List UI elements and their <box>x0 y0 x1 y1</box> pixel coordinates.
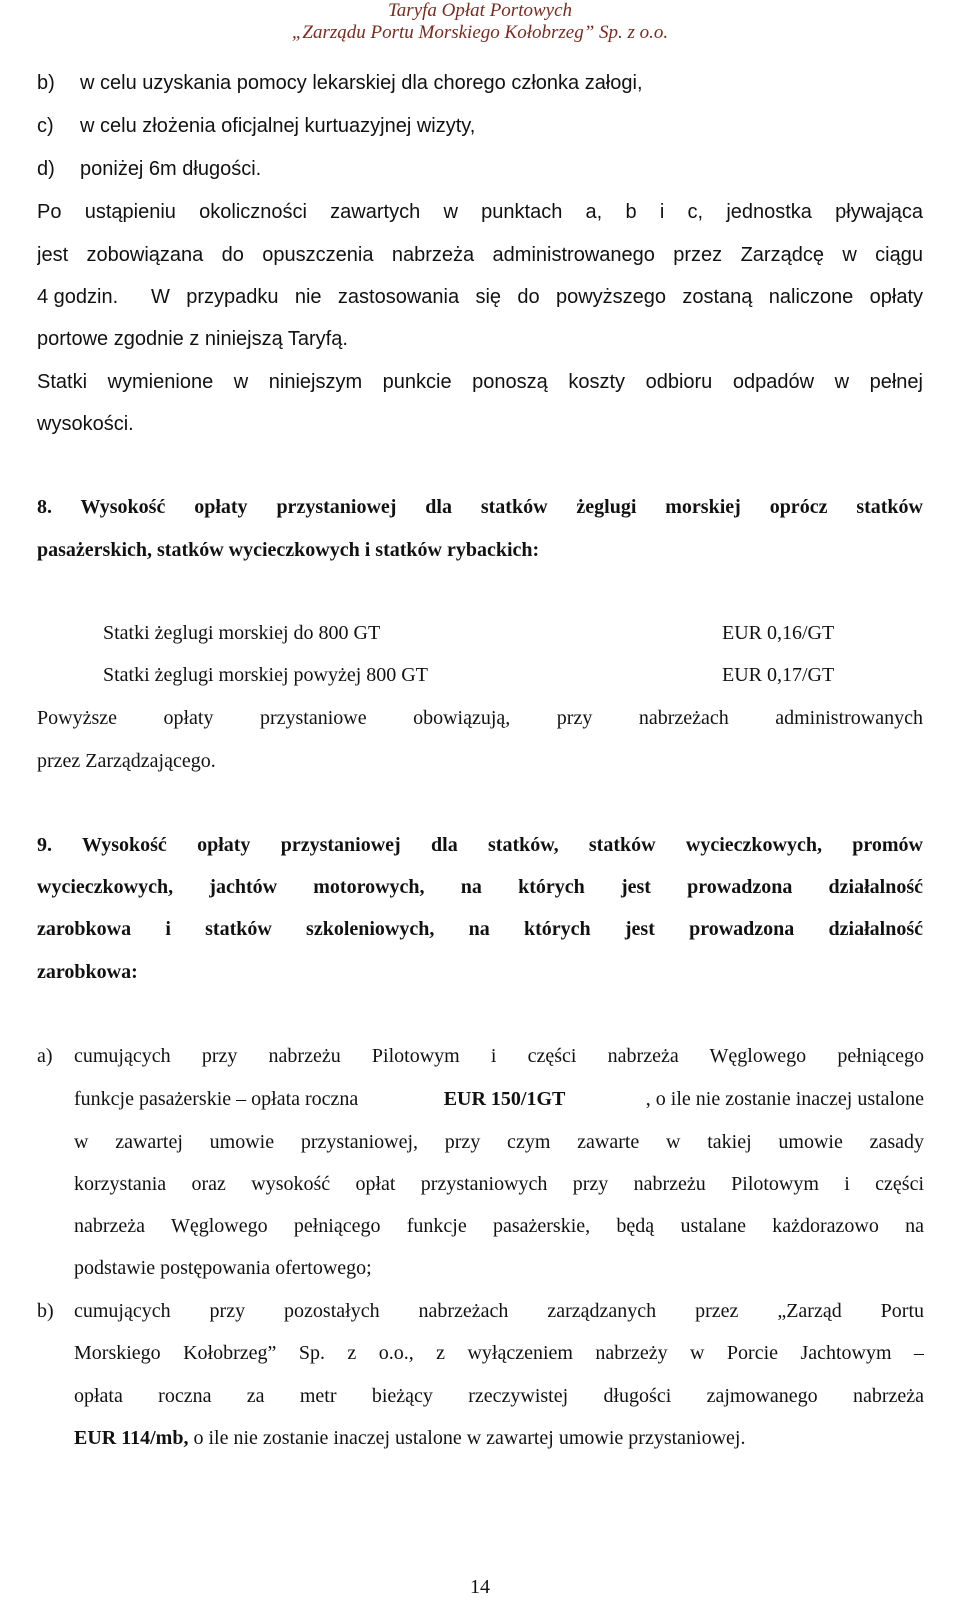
paragraph-line: Statki wymienione w niniejszym punkcie ponoszą koszty odbioru odpadów w pełnej <box>37 371 923 393</box>
fee-amount: EUR 150/1GT <box>443 1088 566 1110</box>
rate-value: EUR 0,16/GT <box>722 622 835 644</box>
text-fragment: o ile nie zostanie inaczej ustalone w zawartej umowie przystaniowej. <box>188 1427 746 1449</box>
paragraph-line: Powyższe opłaty przystaniowe obowiązują, przy nabrzeżach administrowanych <box>37 707 923 729</box>
paragraph-line: portowe zgodnie z niniejszą Taryfą. <box>37 328 348 350</box>
section-8-heading: 8. Wysokość opłaty przystaniowej dla statków żeglugi morskiej oprócz statków <box>37 496 923 518</box>
rate-name: Statki żeglugi morskiej powyżej 800 GT <box>103 664 428 686</box>
text-fragment: , o ile nie zostanie inaczej ustalone <box>645 1088 924 1110</box>
list-item-text: poniżej 6m długości. <box>80 158 262 180</box>
list-item-line: opłata roczna za metr bieżący rzeczywistej długości zajmowanego nabrzeża <box>74 1385 924 1407</box>
paragraph-line <box>37 286 923 310</box>
paragraph-fragment: W przypadku nie zastosowania się do powyższego zostaną naliczone opłaty <box>151 286 923 308</box>
list-item-line: w zawartej umowie przystaniowej, przy czym zawarte w takiej umowie zasady <box>74 1131 924 1153</box>
list-item-text: w celu uzyskania pomocy lekarskiej dla chorego członka załogi, <box>80 72 643 94</box>
header-company: „Zarządu Portu Morskiego Kołobrzeg” Sp. z o.o. <box>291 22 669 43</box>
section-9-heading: wycieczkowych, jachtów motorowych, na których jest prowadzona działalność <box>37 876 923 898</box>
section-9-heading: zarobkowa i statków szkoleniowych, na których jest prowadzona działalność <box>37 918 923 940</box>
list-item-line: nabrzeża Węglowego pełniącego funkcje pasażerskie, będą ustalane każdorazowo na <box>74 1215 924 1237</box>
list-item-label: d) <box>37 158 55 180</box>
page-number: 14 <box>470 1576 490 1598</box>
rate-name: Statki żeglugi morskiej do 800 GT <box>103 622 381 644</box>
list-item-line: podstawie postępowania ofertowego; <box>74 1257 372 1279</box>
list-item-line: korzystania oraz wysokość opłat przystaniowych przy nabrzeżu Pilotowym i części <box>74 1173 924 1195</box>
list-item-label: c) <box>37 115 54 137</box>
paragraph-line: Po ustąpieniu okoliczności zawartych w punktach a, b i c, jednostka pływająca <box>37 201 923 223</box>
page-header <box>0 0 960 44</box>
list-item-line <box>74 1427 745 1450</box>
paragraph-line: jest zobowiązana do opuszczenia nabrzeża administrowanego przez Zarządcę w ciągu <box>37 244 923 266</box>
list-item-line: cumujących przy pozostałych nabrzeżach zarządzanych przez „Zarząd Portu <box>74 1300 924 1322</box>
list-item-label: a) <box>37 1045 53 1067</box>
list-item-label: b) <box>37 1300 54 1322</box>
header-title: Taryfa Opłat Portowych <box>387 0 573 21</box>
list-item-label: b) <box>37 72 55 94</box>
section-8-heading: pasażerskich, statków wycieczkowych i statków rybackich: <box>37 539 540 561</box>
fee-amount: EUR 114/mb, <box>74 1427 189 1449</box>
paragraph-line: wysokości. <box>37 413 134 435</box>
list-item-line: cumujących przy nabrzeżu Pilotowym i części nabrzeża Węglowego pełniącego <box>74 1045 924 1067</box>
rate-value: EUR 0,17/GT <box>722 664 835 686</box>
list-item-line <box>74 1088 924 1111</box>
list-item-text: w celu złożenia oficjalnej kurtuazyjnej wizyty, <box>80 115 476 137</box>
paragraph-line: przez Zarządzającego. <box>37 750 216 772</box>
text-fragment: funkcje pasażerskie – opłata roczna <box>74 1088 364 1110</box>
list-item-line: Morskiego Kołobrzeg” Sp. z o.o., z wyłączeniem nabrzeży w Porcie Jachtowym – <box>74 1342 924 1364</box>
section-9-heading: zarobkowa: <box>37 961 138 983</box>
section-9-heading: 9. Wysokość opłaty przystaniowej dla statków, statków wycieczkowych, promów <box>37 834 923 856</box>
paragraph-fragment: 4 godzin. <box>37 286 119 308</box>
